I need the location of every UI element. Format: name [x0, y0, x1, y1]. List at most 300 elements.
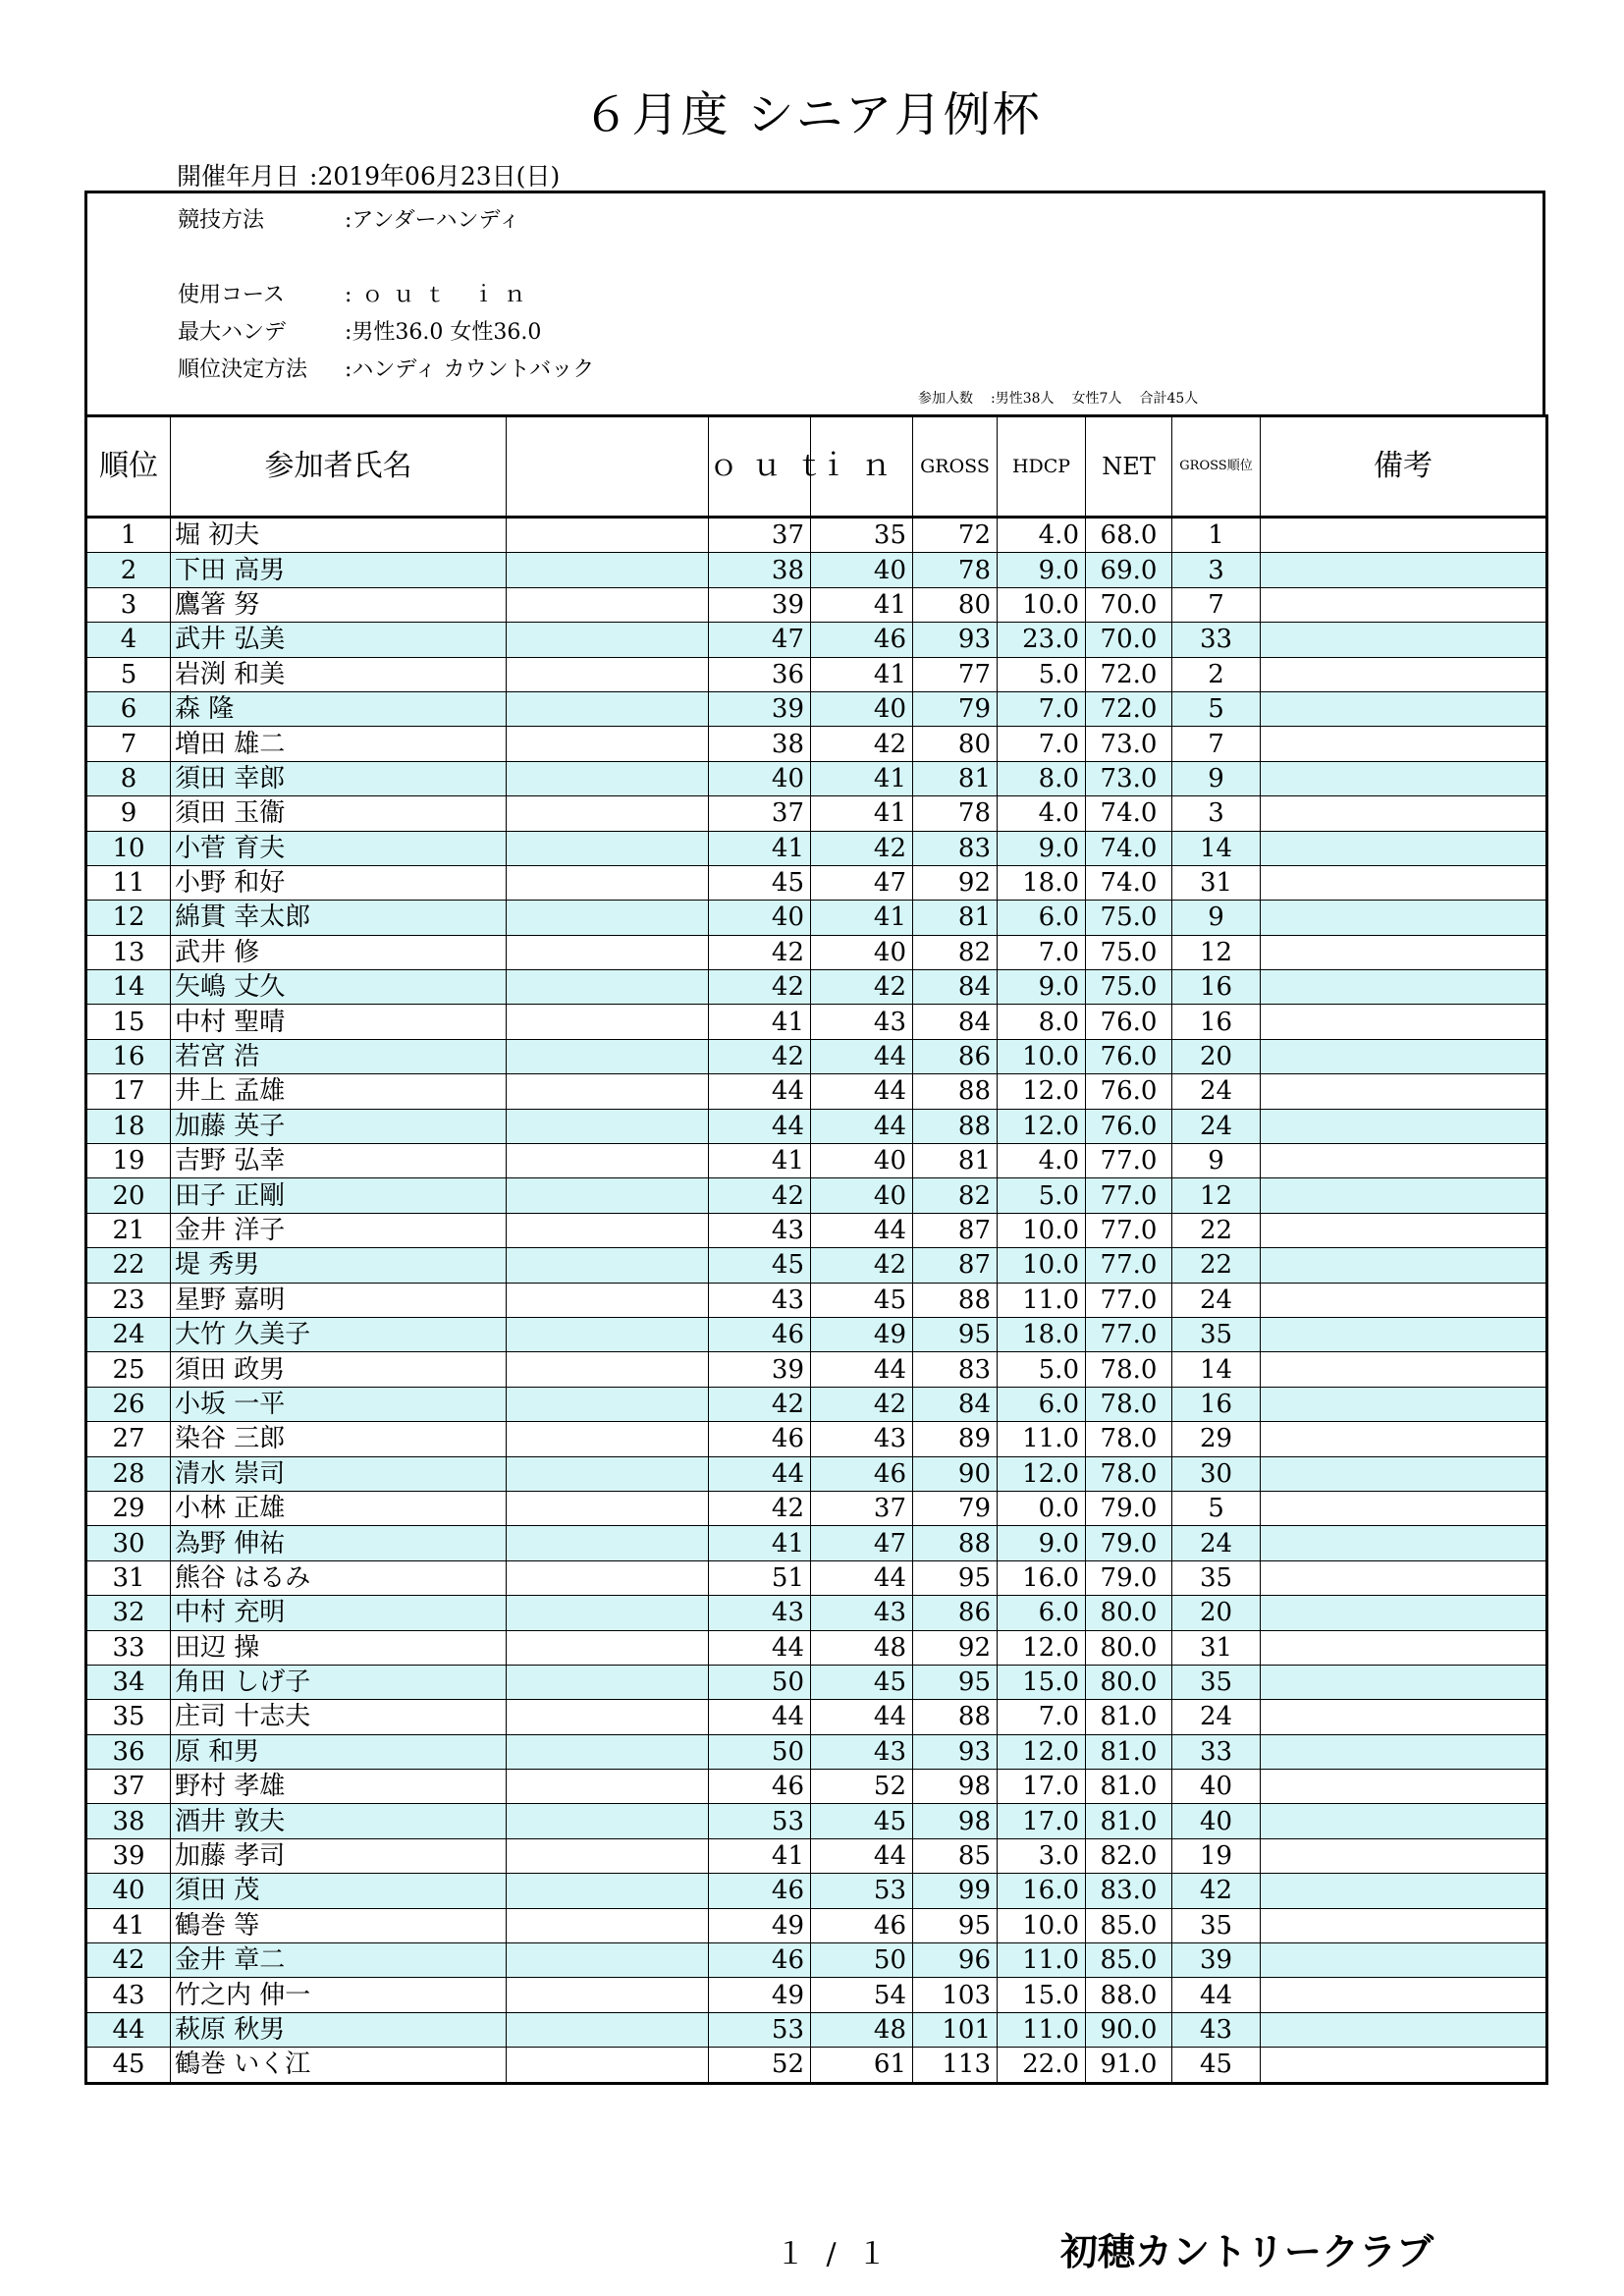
row-name: 吉野 弘幸 [171, 1144, 507, 1178]
row-out: 51 [709, 1560, 811, 1595]
row-out: 41 [709, 1005, 811, 1039]
row-blank [507, 1491, 709, 1525]
row-gross: 81 [913, 1144, 998, 1178]
row-hdcp: 7.0 [998, 691, 1086, 726]
row-gross: 84 [913, 1005, 998, 1039]
row-rank: 41 [86, 1908, 171, 1942]
table-row [86, 831, 1547, 865]
row-blank [507, 1074, 709, 1109]
row-gross-rank: 14 [1172, 831, 1261, 865]
row-remarks [1261, 1005, 1547, 1039]
table-row [86, 1491, 1547, 1525]
row-gross-rank: 14 [1172, 1352, 1261, 1387]
row-net: 76.0 [1086, 1039, 1172, 1073]
row-blank [507, 935, 709, 969]
row-remarks [1261, 1144, 1547, 1178]
row-blank [507, 1283, 709, 1317]
table-row [86, 1943, 1547, 1978]
row-hdcp: 4.0 [998, 796, 1086, 831]
row-name: 小坂 一平 [171, 1387, 507, 1421]
row-hdcp: 16.0 [998, 1560, 1086, 1595]
row-gross: 87 [913, 1248, 998, 1283]
row-blank [507, 1700, 709, 1734]
row-hdcp: 8.0 [998, 1005, 1086, 1039]
row-name: 綿貫 幸太郎 [171, 901, 507, 935]
row-gross-rank: 35 [1172, 1908, 1261, 1942]
table-row [86, 1178, 1547, 1213]
info-box [84, 191, 1545, 414]
row-name: 小林 正雄 [171, 1491, 507, 1525]
row-name: 金井 洋子 [171, 1213, 507, 1247]
row-net: 73.0 [1086, 761, 1172, 795]
row-in: 43 [811, 1005, 913, 1039]
row-name: 堤 秀男 [171, 1248, 507, 1283]
row-name: 須田 茂 [171, 1874, 507, 1908]
row-in: 47 [811, 1526, 913, 1560]
row-gross: 95 [913, 1560, 998, 1595]
row-name: 角田 しげ子 [171, 1665, 507, 1699]
row-remarks [1261, 761, 1547, 795]
row-blank [507, 831, 709, 865]
row-net: 80.0 [1086, 1665, 1172, 1699]
row-in: 43 [811, 1422, 913, 1456]
row-gross: 80 [913, 727, 998, 761]
row-name: 庄司 十志夫 [171, 1700, 507, 1734]
row-hdcp: 9.0 [998, 831, 1086, 865]
row-name: 小野 和好 [171, 865, 507, 900]
table-row [86, 1665, 1547, 1699]
row-gross: 79 [913, 1491, 998, 1525]
row-gross: 82 [913, 1178, 998, 1213]
row-out: 41 [709, 1144, 811, 1178]
course-label: 使用コース [178, 283, 285, 307]
row-name: 鶴巻 いく江 [171, 2048, 507, 2083]
row-net: 77.0 [1086, 1213, 1172, 1247]
row-remarks [1261, 657, 1547, 691]
row-name: 中村 充明 [171, 1596, 507, 1630]
row-remarks [1261, 2012, 1547, 2047]
row-blank [507, 1213, 709, 1247]
row-gross-rank: 2 [1172, 657, 1261, 691]
row-blank [507, 727, 709, 761]
row-gross-rank: 5 [1172, 691, 1261, 726]
row-name: 田辺 操 [171, 1630, 507, 1665]
row-name: 岩渕 和美 [171, 657, 507, 691]
row-in: 50 [811, 1943, 913, 1978]
row-out: 46 [709, 1874, 811, 1908]
row-blank [507, 1526, 709, 1560]
row-remarks [1261, 1596, 1547, 1630]
row-gross: 72 [913, 518, 998, 553]
row-gross-rank: 44 [1172, 1978, 1261, 2012]
row-net: 68.0 [1086, 518, 1172, 553]
table-row [86, 587, 1547, 622]
row-gross-rank: 20 [1172, 1596, 1261, 1630]
row-gross: 77 [913, 657, 998, 691]
row-in: 44 [811, 1352, 913, 1387]
row-in: 41 [811, 761, 913, 795]
header-remarks: 備考 [1261, 416, 1547, 518]
header-hdcp: HDCP [998, 416, 1086, 518]
row-blank [507, 1422, 709, 1456]
row-in: 44 [811, 1074, 913, 1109]
table-row [86, 1039, 1547, 1073]
table-row [86, 1283, 1547, 1317]
row-gross-rank: 9 [1172, 761, 1261, 795]
row-in: 35 [811, 518, 913, 553]
table-row [86, 1630, 1547, 1665]
header-in: ｉｎ [811, 416, 913, 518]
results-table [84, 414, 1548, 2085]
header-net: NET [1086, 416, 1172, 518]
row-name: 下田 高男 [171, 553, 507, 587]
row-gross-rank: 7 [1172, 727, 1261, 761]
row-gross: 83 [913, 1352, 998, 1387]
header-row [86, 416, 1547, 518]
row-blank [507, 1109, 709, 1143]
row-hdcp: 12.0 [998, 1630, 1086, 1665]
row-rank: 10 [86, 831, 171, 865]
row-remarks [1261, 2048, 1547, 2083]
row-rank: 39 [86, 1838, 171, 1873]
row-in: 53 [811, 1874, 913, 1908]
row-out: 38 [709, 727, 811, 761]
method-value: :アンダーハンディ [345, 208, 520, 233]
row-gross-rank: 9 [1172, 1144, 1261, 1178]
row-gross: 83 [913, 831, 998, 865]
row-name: 鷹箸 努 [171, 587, 507, 622]
row-net: 90.0 [1086, 2012, 1172, 2047]
row-in: 44 [811, 1838, 913, 1873]
row-rank: 18 [86, 1109, 171, 1143]
row-hdcp: 11.0 [998, 1943, 1086, 1978]
counts-men: :男性38人 [991, 391, 1055, 407]
row-gross-rank: 30 [1172, 1456, 1261, 1491]
row-net: 79.0 [1086, 1526, 1172, 1560]
row-gross: 88 [913, 1283, 998, 1317]
row-hdcp: 3.0 [998, 1838, 1086, 1873]
row-net: 75.0 [1086, 935, 1172, 969]
row-in: 40 [811, 691, 913, 726]
row-blank [507, 1596, 709, 1630]
row-remarks [1261, 1978, 1547, 2012]
row-gross-rank: 9 [1172, 901, 1261, 935]
row-remarks [1261, 518, 1547, 553]
row-rank: 34 [86, 1665, 171, 1699]
row-gross-rank: 35 [1172, 1317, 1261, 1351]
table-row [86, 553, 1547, 587]
row-in: 54 [811, 1978, 913, 2012]
row-gross: 86 [913, 1596, 998, 1630]
row-hdcp: 9.0 [998, 553, 1086, 587]
row-gross: 80 [913, 587, 998, 622]
row-name: 田子 正剛 [171, 1178, 507, 1213]
row-rank: 30 [86, 1526, 171, 1560]
row-name: 武井 修 [171, 935, 507, 969]
row-net: 76.0 [1086, 1109, 1172, 1143]
row-in: 40 [811, 553, 913, 587]
row-hdcp: 12.0 [998, 1074, 1086, 1109]
row-gross: 98 [913, 1804, 998, 1838]
row-hdcp: 7.0 [998, 935, 1086, 969]
row-blank [507, 2048, 709, 2083]
row-in: 52 [811, 1770, 913, 1804]
table-row [86, 1874, 1547, 1908]
row-gross-rank: 5 [1172, 1491, 1261, 1525]
row-name: 武井 弘美 [171, 623, 507, 657]
row-name: 加藤 英子 [171, 1109, 507, 1143]
row-gross: 88 [913, 1074, 998, 1109]
row-rank: 33 [86, 1630, 171, 1665]
row-blank [507, 1804, 709, 1838]
date-value: :2019年06月23日(日) [309, 162, 561, 191]
row-name: 染谷 三郎 [171, 1422, 507, 1456]
row-out: 53 [709, 2012, 811, 2047]
row-hdcp: 12.0 [998, 1456, 1086, 1491]
table-row [86, 1248, 1547, 1283]
row-gross-rank: 40 [1172, 1770, 1261, 1804]
row-out: 43 [709, 1596, 811, 1630]
row-in: 41 [811, 796, 913, 831]
row-remarks [1261, 587, 1547, 622]
row-name: 若宮 浩 [171, 1039, 507, 1073]
row-out: 42 [709, 1491, 811, 1525]
table-row [86, 1734, 1547, 1769]
row-out: 42 [709, 935, 811, 969]
row-name: 為野 伸祐 [171, 1526, 507, 1560]
row-net: 85.0 [1086, 1908, 1172, 1942]
row-rank: 24 [86, 1317, 171, 1351]
row-out: 40 [709, 761, 811, 795]
row-remarks [1261, 1456, 1547, 1491]
row-gross: 89 [913, 1422, 998, 1456]
row-blank [507, 587, 709, 622]
row-blank [507, 518, 709, 553]
row-remarks [1261, 935, 1547, 969]
row-gross: 113 [913, 2048, 998, 2083]
row-rank: 20 [86, 1178, 171, 1213]
row-net: 81.0 [1086, 1700, 1172, 1734]
row-gross: 86 [913, 1039, 998, 1073]
row-remarks [1261, 1770, 1547, 1804]
row-remarks [1261, 1317, 1547, 1351]
row-hdcp: 5.0 [998, 1352, 1086, 1387]
row-hdcp: 10.0 [998, 1039, 1086, 1073]
row-remarks [1261, 901, 1547, 935]
row-blank [507, 1178, 709, 1213]
row-gross: 95 [913, 1665, 998, 1699]
row-hdcp: 10.0 [998, 1908, 1086, 1942]
header-gross: GROSS [913, 416, 998, 518]
row-rank: 16 [86, 1039, 171, 1073]
table-row [86, 796, 1547, 831]
table-row [86, 1456, 1547, 1491]
row-name: 須田 玉衞 [171, 796, 507, 831]
row-blank [507, 1248, 709, 1283]
row-blank [507, 901, 709, 935]
counts-total: 合計45人 [1139, 391, 1199, 407]
row-in: 42 [811, 727, 913, 761]
table-row [86, 1109, 1547, 1143]
row-gross: 103 [913, 1978, 998, 2012]
row-blank [507, 1838, 709, 1873]
row-out: 42 [709, 1039, 811, 1073]
row-out: 44 [709, 1700, 811, 1734]
row-name: 野村 孝雄 [171, 1770, 507, 1804]
row-remarks [1261, 1422, 1547, 1456]
row-net: 77.0 [1086, 1283, 1172, 1317]
row-remarks [1261, 1039, 1547, 1073]
date-label: 開催年月日 [177, 162, 300, 191]
row-rank: 27 [86, 1422, 171, 1456]
row-gross: 93 [913, 623, 998, 657]
row-remarks [1261, 1700, 1547, 1734]
row-net: 74.0 [1086, 796, 1172, 831]
page-title: ６月度 シニア月例杯 [582, 87, 1042, 142]
row-hdcp: 0.0 [998, 1491, 1086, 1525]
row-blank [507, 1005, 709, 1039]
row-in: 46 [811, 1456, 913, 1491]
row-remarks [1261, 553, 1547, 587]
row-in: 48 [811, 2012, 913, 2047]
row-hdcp: 9.0 [998, 970, 1086, 1005]
row-hdcp: 7.0 [998, 1700, 1086, 1734]
row-net: 81.0 [1086, 1734, 1172, 1769]
row-rank: 32 [86, 1596, 171, 1630]
row-name: 井上 孟雄 [171, 1074, 507, 1109]
row-in: 44 [811, 1039, 913, 1073]
row-rank: 11 [86, 865, 171, 900]
row-out: 43 [709, 1213, 811, 1247]
row-remarks [1261, 1283, 1547, 1317]
row-name: 鶴巻 等 [171, 1908, 507, 1942]
row-gross: 85 [913, 1838, 998, 1873]
table-row [86, 1144, 1547, 1178]
row-hdcp: 6.0 [998, 901, 1086, 935]
row-gross-rank: 20 [1172, 1039, 1261, 1073]
row-gross-rank: 1 [1172, 518, 1261, 553]
row-gross-rank: 40 [1172, 1804, 1261, 1838]
row-rank: 14 [86, 970, 171, 1005]
row-rank: 19 [86, 1144, 171, 1178]
row-rank: 3 [86, 587, 171, 622]
row-out: 37 [709, 796, 811, 831]
row-in: 49 [811, 1317, 913, 1351]
row-name: 大竹 久美子 [171, 1317, 507, 1351]
row-out: 46 [709, 1770, 811, 1804]
row-rank: 28 [86, 1456, 171, 1491]
row-net: 72.0 [1086, 657, 1172, 691]
row-net: 75.0 [1086, 901, 1172, 935]
row-out: 47 [709, 623, 811, 657]
row-hdcp: 23.0 [998, 623, 1086, 657]
row-net: 78.0 [1086, 1387, 1172, 1421]
row-name: 原 和男 [171, 1734, 507, 1769]
row-gross-rank: 42 [1172, 1874, 1261, 1908]
row-gross: 82 [913, 935, 998, 969]
row-blank [507, 1630, 709, 1665]
row-remarks [1261, 970, 1547, 1005]
row-rank: 23 [86, 1283, 171, 1317]
row-rank: 1 [86, 518, 171, 553]
table-row [86, 1560, 1547, 1595]
row-gross: 92 [913, 1630, 998, 1665]
row-gross-rank: 35 [1172, 1560, 1261, 1595]
row-blank [507, 761, 709, 795]
table-row [86, 1596, 1547, 1630]
row-net: 77.0 [1086, 1144, 1172, 1178]
row-out: 40 [709, 901, 811, 935]
row-name: 森 隆 [171, 691, 507, 726]
row-remarks [1261, 1560, 1547, 1595]
row-gross-rank: 22 [1172, 1248, 1261, 1283]
row-remarks [1261, 1352, 1547, 1387]
table-row [86, 970, 1547, 1005]
row-blank [507, 1387, 709, 1421]
row-rank: 37 [86, 1770, 171, 1804]
row-rank: 12 [86, 901, 171, 935]
participant-counts [918, 388, 1216, 408]
row-gross-rank: 24 [1172, 1526, 1261, 1560]
row-blank [507, 1317, 709, 1351]
row-in: 46 [811, 1908, 913, 1942]
row-hdcp: 17.0 [998, 1804, 1086, 1838]
row-out: 49 [709, 1978, 811, 2012]
row-hdcp: 11.0 [998, 2012, 1086, 2047]
row-hdcp: 4.0 [998, 1144, 1086, 1178]
maxhandi-label: 最大ハンデ [178, 320, 287, 345]
row-net: 72.0 [1086, 691, 1172, 726]
table-row [86, 691, 1547, 726]
row-gross-rank: 31 [1172, 865, 1261, 900]
row-rank: 6 [86, 691, 171, 726]
header-name: 参加者氏名 [171, 416, 507, 518]
row-gross: 78 [913, 553, 998, 587]
row-net: 83.0 [1086, 1874, 1172, 1908]
row-out: 41 [709, 1526, 811, 1560]
row-out: 42 [709, 1387, 811, 1421]
row-name: 堀 初夫 [171, 518, 507, 553]
row-gross: 99 [913, 1874, 998, 1908]
row-out: 37 [709, 518, 811, 553]
row-gross-rank: 7 [1172, 587, 1261, 622]
row-net: 80.0 [1086, 1596, 1172, 1630]
table-row [86, 1526, 1547, 1560]
row-gross-rank: 16 [1172, 970, 1261, 1005]
row-hdcp: 10.0 [998, 1248, 1086, 1283]
counts-women: 女性7人 [1071, 391, 1122, 407]
row-out: 39 [709, 587, 811, 622]
row-net: 88.0 [1086, 1978, 1172, 2012]
course-value: :ｏｕｔ ｉｎ [345, 283, 536, 307]
row-out: 38 [709, 553, 811, 587]
row-gross: 92 [913, 865, 998, 900]
table-row [86, 518, 1547, 553]
row-in: 41 [811, 587, 913, 622]
row-hdcp: 5.0 [998, 1178, 1086, 1213]
row-remarks [1261, 1630, 1547, 1665]
row-blank [507, 1874, 709, 1908]
order-value: :ハンディ カウントバック [345, 357, 595, 382]
row-hdcp: 18.0 [998, 1317, 1086, 1351]
row-gross-rank: 24 [1172, 1700, 1261, 1734]
row-name: 小菅 育夫 [171, 831, 507, 865]
row-gross: 95 [913, 1908, 998, 1942]
row-net: 80.0 [1086, 1630, 1172, 1665]
row-rank: 21 [86, 1213, 171, 1247]
row-blank [507, 1352, 709, 1387]
row-out: 44 [709, 1074, 811, 1109]
